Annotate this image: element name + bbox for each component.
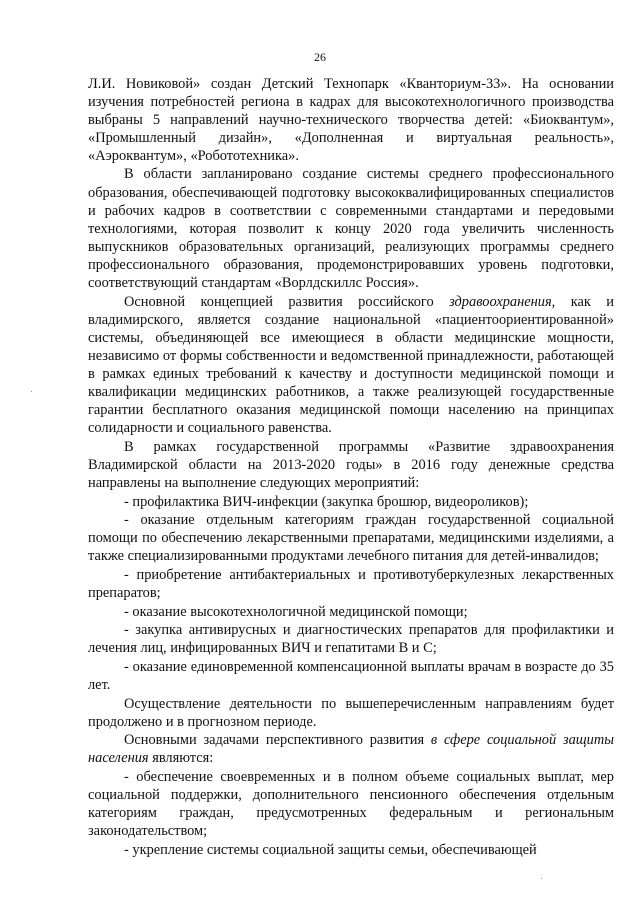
text-run: Осуществление деятельности по вышеперечисленным направлениям будет продолжено и в прогнозном периоде.: [88, 695, 614, 730]
paragraph: [88, 731, 614, 767]
paragraph: [88, 511, 614, 565]
scan-speck: .: [30, 385, 33, 395]
emphasis-text: в сфере социальной защиты населения: [88, 732, 614, 767]
paragraph: [88, 841, 614, 859]
paragraph: [88, 695, 614, 731]
text-run: Основной концепцией развития российского: [124, 293, 450, 310]
paragraph: [88, 438, 614, 492]
paragraph: [88, 566, 614, 602]
paragraph: [88, 603, 614, 621]
text-run: В области запланировано создание системы среднего профессионального образования, обеспечивающей подготовку высококвалифицированных специалистов и рабочих кадров в соответствии с современными стандартами и передовыми технологиями, которая позволит к концу 2020 года увеличить численность выпускников образовательных организаций, реализующих программы среднего профессионального образования, продемонстрировавших уровень подготовки, соответствующий стандартам «Ворлдскиллс Россия».: [88, 166, 614, 292]
paragraph: [88, 165, 614, 292]
text-run: являются:: [148, 750, 214, 767]
text-run: - закупка антивирусных и диагностических препаратов для профилактики и лечения лиц, инфицированных ВИЧ и гепатитами В и С;: [88, 622, 614, 657]
text-run: - укрепление системы социальной защиты семьи, обеспечивающей: [124, 841, 537, 858]
paragraph: [88, 493, 614, 511]
text-run: - профилактика ВИЧ-инфекции (закупка брошюр, видеороликов);: [124, 493, 529, 510]
text-run: Л.И. Новиковой» создан Детский Технопарк «Кванториум-33». На основании изучения потребностей региона в кадрах для высокотехнологичного производства выбраны 5 направлений научно-технического творчества детей: «Биоквантум», «Промышленный дизайн», «Дополненная и виртуальная реальность», «Аэроквантум», «Робототехника».: [88, 75, 614, 164]
emphasis-text: здравоохранения,: [449, 293, 556, 310]
scan-speck: .: [540, 872, 543, 882]
paragraph: [88, 768, 614, 840]
text-run: - оказание единовременной компенсационной выплаты врачам в возрасте до 35 лет.: [88, 659, 614, 694]
text-run: - обеспечение своевременных и в полном объеме социальных выплат, мер социальной поддержки, дополнительного пенсионного обеспечения отдельным категориям граждан, предусмотренных федеральным и региональным законодательством;: [88, 769, 614, 840]
text-run: В рамках государственной программы «Развитие здравоохранения Владимирской области на 2013-2020 годы» в 2016 году денежные средства направлены на выполнение следующих мероприятий:: [88, 438, 614, 492]
paragraph: [88, 658, 614, 694]
paragraph: [88, 75, 614, 165]
text-run: - оказание отдельным категориям граждан государственной социальной помощи по обеспечению лекарственными препаратами, медицинскими изделиями, а также специализированными продуктами лечебного питания для детей-инвалидов;: [88, 512, 614, 565]
text-run: как и владимирского, является создание национальной «пациентоориентированной» системы, объединяющей все имеющиеся в области медицинские мощности, независимо от формы собственности и ведомственной принадлежности, работающей в рамках единых требований к качеству и доступности медицинской помощи и квалификации медицинских работников, а также реализующей государственные гарантии бесплатного оказания медицинской помощи населению на принципах солидарности и социального равенства.: [88, 293, 614, 437]
page-number: 26: [314, 50, 326, 64]
paragraph: [88, 293, 614, 438]
paragraph: [88, 621, 614, 657]
text-run: - оказание высокотехнологичной медицинской помощи;: [124, 603, 468, 620]
body-text: [88, 74, 614, 859]
text-run: Основными задачами перспективного развития: [124, 732, 431, 749]
text-run: - приобретение антибактериальных и противотуберкулезных лекарственных препаратов;: [88, 567, 614, 602]
